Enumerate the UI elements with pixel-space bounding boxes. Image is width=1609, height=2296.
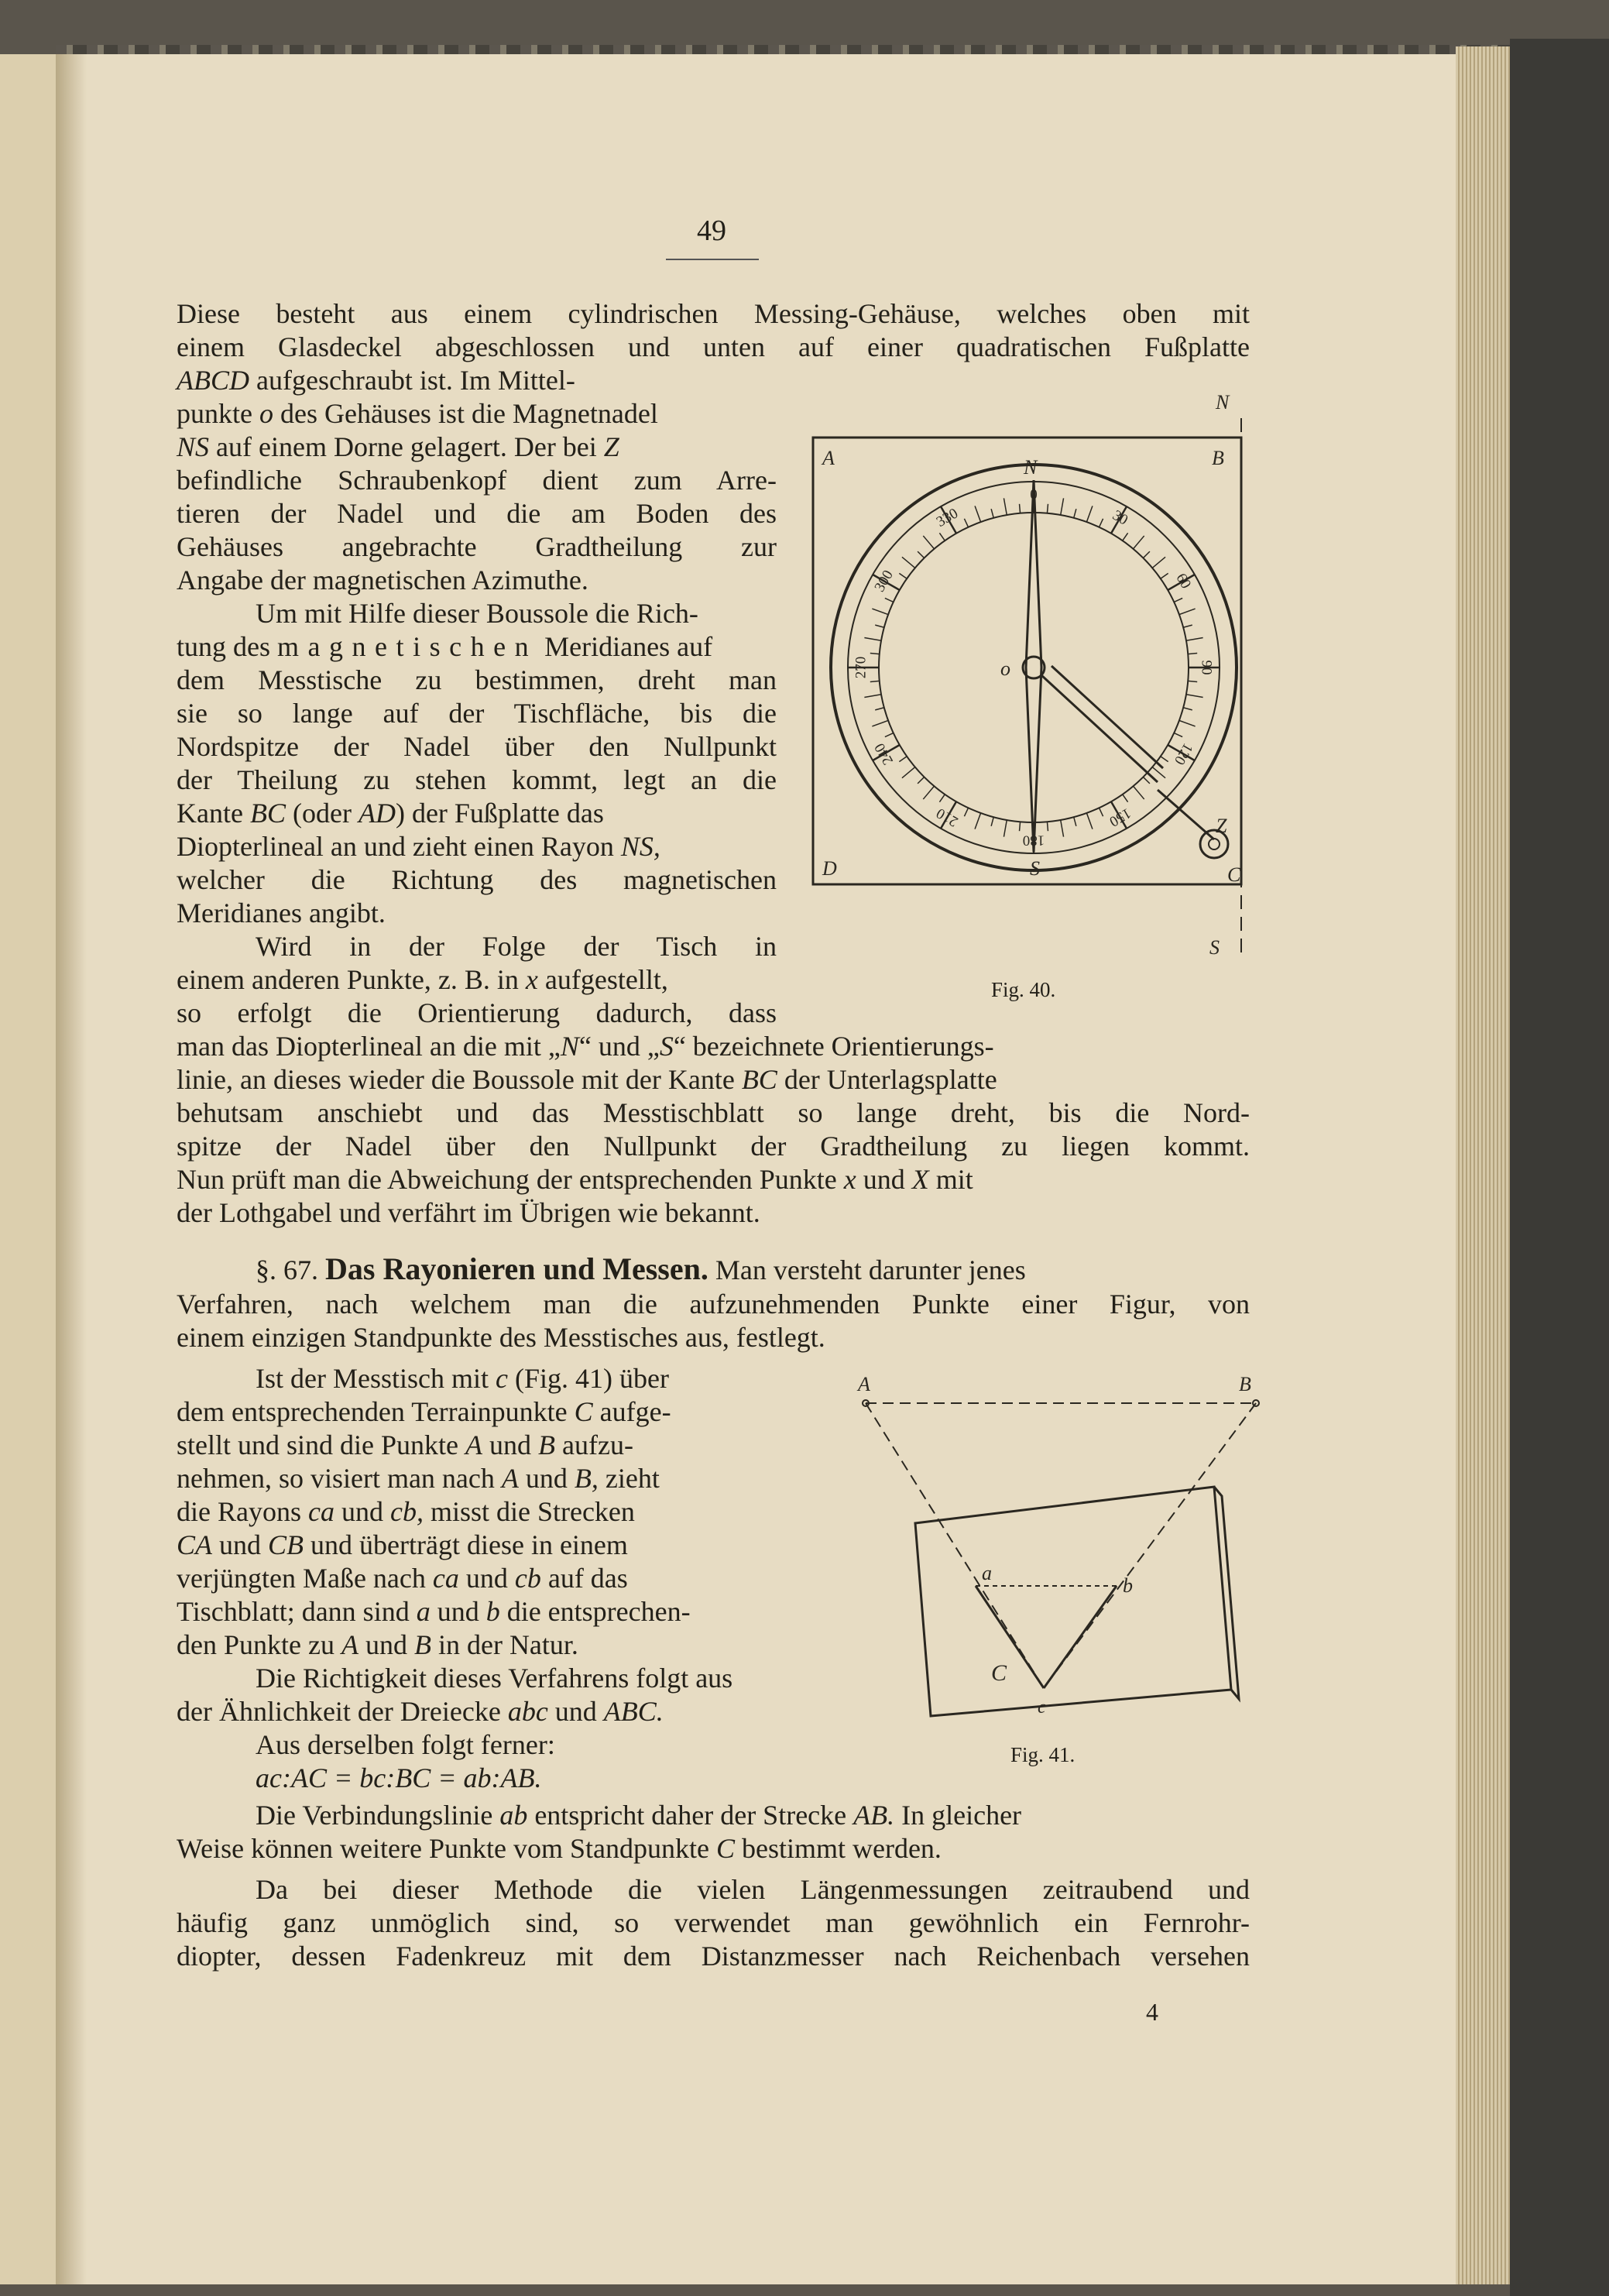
p3-line6: behutsam anschiebt und das Messtischblatt so lange dreht, bis die Nord-: [177, 1097, 1250, 1128]
degree-tick: [885, 598, 894, 602]
text-abc: abc: [507, 1696, 548, 1727]
s67-line3: einem einzigen Standpunkte des Messtisches aus, festlegt.: [177, 1322, 825, 1353]
text-span: und überträgt diese in einem: [304, 1529, 628, 1560]
degree-tick: [1086, 813, 1093, 829]
text-B: B: [413, 1629, 431, 1660]
degree-label: 30: [1110, 506, 1131, 529]
degree-label: 300: [871, 567, 897, 595]
p1-line6: befindliche Schraubenkopf dient zum Arre-: [177, 465, 777, 496]
text-span: aufgestellt,: [537, 964, 668, 995]
p5-line6: [177, 1529, 628, 1560]
p2-line8: [177, 831, 660, 862]
degree-tick: [1020, 504, 1021, 513]
label-z: Z: [1216, 815, 1227, 837]
text-span: Ist der Messtisch mit: [256, 1363, 496, 1394]
text-A: A: [341, 1629, 359, 1660]
p3-line8: [177, 1164, 973, 1195]
p3-line7: spitze der Nadel über den Nullpunkt der Gradtheilung zu liegen kommt.: [177, 1131, 1250, 1162]
text-span: in der Natur.: [431, 1629, 578, 1660]
degree-label: 0: [1030, 486, 1038, 503]
text-span: der Ähnlichkeit der Dreiecke: [177, 1696, 508, 1727]
left-page-edge: [0, 54, 59, 2284]
section-heading-line: [256, 1251, 1026, 1286]
degree-tick: [1061, 820, 1064, 837]
degree-tick: [1061, 498, 1064, 515]
text-x: x: [525, 964, 538, 995]
screw-head-z: [1200, 830, 1228, 858]
text-span: nehmen, so visiert man nach: [177, 1463, 502, 1494]
degree-tick: [872, 720, 888, 726]
degree-tick: [1152, 767, 1165, 778]
p1-line2: einem Glasdeckel abgeschlossen und unten auf einer quadratischen Fußplatte: [177, 331, 1250, 362]
text-span: und: [358, 1629, 414, 1660]
degree-tick: [1134, 786, 1144, 799]
p5-line7: [177, 1563, 628, 1594]
degree-tick: [1179, 720, 1196, 726]
text-span: In gleicher: [894, 1800, 1022, 1831]
p8-line2: häufig ganz unmöglich sind, so verwendet man gewöhnlich ein Fernrohr-: [177, 1907, 1250, 1938]
ray-ca: [866, 1403, 1044, 1688]
p2-line3: dem Messtische zu bestimmen, dreht man: [177, 664, 777, 695]
degree-tick: [918, 777, 924, 783]
needle-n: N: [1024, 456, 1038, 479]
signature-mark: 4: [1146, 1998, 1158, 2026]
degree-tick: [899, 573, 907, 578]
degree-tick: [1143, 551, 1149, 558]
corner-d: D: [822, 857, 837, 880]
table-sheet: [915, 1487, 1231, 1716]
line-cb-sheet: [1044, 1586, 1117, 1688]
magnetic-needle: [1026, 480, 1041, 852]
label-n-top: N: [1216, 391, 1230, 414]
text-span: und: [547, 1696, 604, 1727]
p2-line10: Meridianes angibt.: [177, 897, 386, 928]
text-span: Meridianes auf: [537, 631, 713, 662]
degree-labels: [853, 486, 1214, 848]
text-span: misst die Strecken: [423, 1496, 635, 1527]
p2-line4: sie so lange auf der Tischfläche, bis die: [177, 698, 777, 729]
degree-tick: [1123, 533, 1128, 541]
p1-line7: tieren der Nadel und die am Boden des: [177, 498, 777, 529]
p3-line2: [177, 964, 668, 995]
text-bc: BC: [249, 798, 286, 829]
degree-label: 60: [1172, 570, 1195, 592]
degree-tick: [923, 786, 934, 799]
degree-tick: [1020, 822, 1021, 831]
degree-tick: [964, 519, 968, 527]
degree-label: 150: [1106, 805, 1134, 830]
label-s-bottom: S: [1209, 936, 1220, 959]
text-ns: NS: [177, 431, 210, 462]
degree-tick: [1174, 733, 1182, 737]
text-span: “ bezeichnete Orientierungs-: [673, 1031, 994, 1062]
text-span: des Gehäuses ist die Magnetnadel: [273, 398, 658, 429]
text-c: c: [495, 1363, 508, 1394]
text-span: linie, an dieses wieder die Boussole mit der Kante: [177, 1064, 742, 1095]
degree-tick: [1161, 757, 1168, 762]
text-span: der Unterlagsplatte: [777, 1064, 997, 1095]
text-A: A: [501, 1463, 519, 1494]
p3-line5: [177, 1064, 997, 1095]
degree-tick: [1183, 708, 1192, 710]
p5-line3: [177, 1429, 633, 1460]
degree-tick: [902, 557, 915, 568]
fig41-caption: Fig. 41.: [1010, 1743, 1076, 1766]
text-span: aufge-: [592, 1396, 671, 1427]
text-b: b: [485, 1596, 500, 1627]
degree-tick: [923, 536, 934, 549]
text-ca: ca: [432, 1563, 459, 1594]
p1-line3: [177, 365, 575, 396]
text-ad: AD: [358, 798, 396, 829]
inner-case: [848, 482, 1220, 853]
text-C: C: [715, 1833, 735, 1864]
p3-line3: so erfolgt die Orientierung dadurch, dass: [177, 997, 777, 1028]
degree-label: 330: [933, 505, 962, 530]
degree-tick: [902, 767, 915, 778]
text-ABC: ABC.: [603, 1696, 664, 1727]
p2-line5: Nordspitze der Nadel über den Nullpunkt: [177, 731, 777, 762]
degree-tick: [875, 625, 884, 627]
line-ca-sheet: [976, 1586, 1044, 1688]
text-span: und: [856, 1164, 912, 1195]
section-title: Das Rayonieren und Messen.: [325, 1251, 708, 1286]
p5-line4: [177, 1463, 660, 1494]
text-span: und: [334, 1496, 390, 1527]
degree-tick: [872, 609, 888, 615]
degree-ticks: [848, 482, 1220, 853]
text-B: B: [538, 1429, 555, 1460]
text-span: tung des: [177, 631, 277, 662]
label-c: c: [1038, 1697, 1046, 1718]
text-abcd: ABCD: [177, 365, 249, 396]
text-span: stellt und sind die Punkte: [177, 1429, 465, 1460]
text-span: Nun prüft man die Abweichung der entsprechenden Punkte: [177, 1164, 844, 1195]
text-span: aufzu-: [555, 1429, 633, 1460]
text-B: B,: [574, 1463, 599, 1494]
degree-tick: [1086, 506, 1093, 522]
arrest-lever-edge: [1052, 666, 1163, 768]
arrest-lever: [1041, 675, 1158, 782]
degree-tick: [991, 509, 993, 518]
p6-line1: Die Richtigkeit dieses Verfahrens folgt aus: [256, 1663, 733, 1694]
text-ab: ab: [499, 1800, 528, 1831]
degree-tick: [1174, 598, 1182, 602]
text-CB: CB: [268, 1529, 304, 1560]
text-s: S: [659, 1031, 674, 1062]
label-A: A: [858, 1373, 870, 1395]
needle-s: S: [1030, 857, 1040, 880]
text-span: und: [458, 1563, 515, 1594]
text-span: Tischblatt; dann sind: [177, 1596, 417, 1627]
text-span: und: [518, 1463, 575, 1494]
degree-tick: [1003, 820, 1007, 837]
text-cb: cb: [514, 1563, 541, 1594]
p5-line2: [177, 1396, 671, 1427]
text-span: mit: [928, 1164, 973, 1195]
degree-tick: [1074, 509, 1076, 518]
section-number: §. 67.: [256, 1254, 318, 1285]
p8-line3: diopter, dessen Fadenkreuz mit dem Distanzmesser nach Reichenbach versehen: [177, 1941, 1250, 1972]
p3-line4: [177, 1031, 994, 1062]
text-ca: ca: [307, 1496, 334, 1527]
degree-tick: [939, 795, 945, 802]
degree-tick: [918, 551, 924, 558]
p2-line2: [177, 631, 712, 662]
p5-line5: [177, 1496, 635, 1527]
text-spaced: magnetischen: [277, 631, 538, 662]
outer-case: [831, 465, 1237, 870]
book-cover: [1510, 39, 1609, 2296]
text-span: Diopterlineal an und zieht einen Rayon: [177, 831, 621, 862]
text-CA: CA: [177, 1529, 213, 1560]
p6-line2: [177, 1696, 664, 1727]
center-o: o: [1000, 657, 1010, 680]
text-n: N: [560, 1031, 579, 1062]
degree-label: 210: [933, 805, 962, 830]
text-span: einem anderen Punkte, z. B. in: [177, 964, 526, 995]
text-span: (oder: [285, 798, 359, 829]
degree-label: 240: [871, 740, 897, 768]
p5-line9: [177, 1629, 578, 1660]
p3-line9: der Lothgabel und verfährt im Übrigen wie bekannt.: [177, 1197, 760, 1228]
degree-tick: [864, 637, 881, 640]
p6-line3: Aus derselben folgt ferner:: [256, 1729, 555, 1760]
text-span: und: [212, 1529, 269, 1560]
text-cb: cb,: [389, 1496, 424, 1527]
p2-line7: [177, 798, 604, 829]
s67-line2: Verfahren, nach welchem man die aufzunehmenden Punkte einer Figur, von: [177, 1289, 1250, 1320]
p2-line9: welcher die Richtung des magnetischen: [177, 864, 777, 895]
fig41-rayon-drawing: [844, 1371, 1278, 1742]
text-C: C: [574, 1396, 593, 1427]
degree-tick: [1152, 557, 1165, 568]
text-span: Kante: [177, 798, 250, 829]
p2-line6: der Theilung zu stehen kommt, legt an die: [177, 764, 777, 795]
text-z: Z: [603, 431, 619, 462]
degree-label: 90: [1198, 660, 1215, 675]
degree-label: 120: [1171, 740, 1196, 768]
text-span: aufgeschraubt ist. Im Mittel-: [249, 365, 575, 396]
degree-tick: [864, 695, 881, 698]
text-a: a: [416, 1596, 431, 1627]
text-x: x: [843, 1164, 856, 1195]
p1-line1: Diese besteht aus einem cylindrischen Messing-Gehäuse, welches oben mit: [177, 298, 1250, 329]
p5-line8: [177, 1596, 691, 1627]
text-bc: BC: [741, 1064, 777, 1095]
degree-tick: [885, 733, 894, 737]
text-span: und: [430, 1596, 486, 1627]
p2-line1: Um mit Hilfe dieser Boussole die Rich-: [256, 598, 698, 629]
text-X: X: [911, 1164, 929, 1195]
label-a: a: [982, 1562, 992, 1584]
page-edges: [1456, 46, 1510, 2284]
corner-b: B: [1212, 447, 1224, 469]
p1-line9: Angabe der magnetischen Azimuthe.: [177, 565, 588, 595]
text-span: den Punkte zu: [177, 1629, 341, 1660]
degree-tick: [1047, 504, 1048, 513]
degree-tick: [964, 808, 968, 816]
degree-tick: [1003, 498, 1007, 515]
text-span: auf einem Dorne gelagert. Der bei: [209, 431, 604, 462]
degree-tick: [991, 817, 993, 826]
p1-line5: [177, 431, 619, 462]
text-span: (Fig. 41) über: [507, 1363, 669, 1394]
degree-tick: [975, 506, 981, 522]
label-B: B: [1239, 1373, 1251, 1395]
degree-tick: [1123, 795, 1128, 802]
p7-line2: [177, 1833, 942, 1864]
fig40-compass-drawing: [805, 387, 1270, 976]
text-span: Weise können weitere Punkte vom Standpunkte: [177, 1833, 716, 1864]
gutter-shadow: [56, 54, 87, 2284]
text-span: dem entsprechenden Terrainpunkte: [177, 1396, 575, 1427]
degree-tick: [1047, 822, 1048, 831]
p3-line1: Wird in der Folge der Tisch in: [256, 931, 777, 962]
degree-tick: [975, 813, 981, 829]
degree-tick: [1183, 625, 1192, 627]
page-number: 49: [697, 214, 726, 247]
label-C: C: [991, 1660, 1007, 1686]
text-ns: NS,: [620, 831, 660, 862]
degree-tick: [899, 757, 907, 762]
degree-label: 270: [853, 656, 870, 679]
degree-tick: [875, 708, 884, 710]
fig40-caption: Fig. 40.: [991, 978, 1056, 1001]
proportion-formula: ac:AC = bc:BC = ab:AB.: [256, 1762, 542, 1793]
degree-tick: [1186, 637, 1203, 640]
text-span: “ und „: [578, 1031, 660, 1062]
degree-tick: [1100, 519, 1103, 527]
text-o: o: [259, 398, 273, 429]
label-b: b: [1123, 1574, 1133, 1597]
text-span: Die Verbindungslinie: [256, 1800, 500, 1831]
text-span: Man versteht darunter jenes: [715, 1254, 1026, 1285]
p7-line1: [256, 1800, 1021, 1831]
header-rule: [666, 259, 759, 260]
degree-tick: [1179, 609, 1196, 615]
degree-tick: [1134, 536, 1144, 549]
text-span: und: [482, 1429, 538, 1460]
text-span: die entsprechen-: [499, 1596, 691, 1627]
text-span: punkte: [177, 398, 259, 429]
corner-c: C: [1227, 863, 1241, 886]
text-AB: AB.: [853, 1800, 895, 1831]
scale-ring: [879, 513, 1189, 822]
text-span: die Rayons: [177, 1496, 308, 1527]
text-span: verjüngten Maße nach: [177, 1563, 433, 1594]
p8-line1: Da bei dieser Methode die vielen Längenmessungen zeitraubend und: [256, 1874, 1250, 1905]
text-span: man das Diopterlineal an die mit „: [177, 1031, 561, 1062]
text-A: A: [465, 1429, 482, 1460]
degree-tick: [1143, 777, 1149, 783]
text-span: zieht: [598, 1463, 660, 1494]
degree-tick: [939, 533, 945, 541]
p1-line4: [177, 398, 658, 429]
p5-line1: [256, 1363, 669, 1394]
text-span: ) der Fußplatte das: [395, 798, 604, 829]
text-span: auf das: [540, 1563, 628, 1594]
degree-tick: [1161, 573, 1168, 578]
p1-line8: Gehäuses angebrachte Gradtheilung zur: [177, 531, 777, 562]
degree-tick: [1074, 817, 1076, 826]
text-span: entspricht daher der Strecke: [527, 1800, 854, 1831]
screw-center: [1209, 839, 1220, 849]
degree-tick: [1186, 695, 1203, 698]
corner-a: A: [822, 447, 835, 469]
text-span: bestimmt werden.: [734, 1833, 942, 1864]
degree-label: 180: [1022, 832, 1045, 849]
degree-tick: [1100, 808, 1103, 816]
